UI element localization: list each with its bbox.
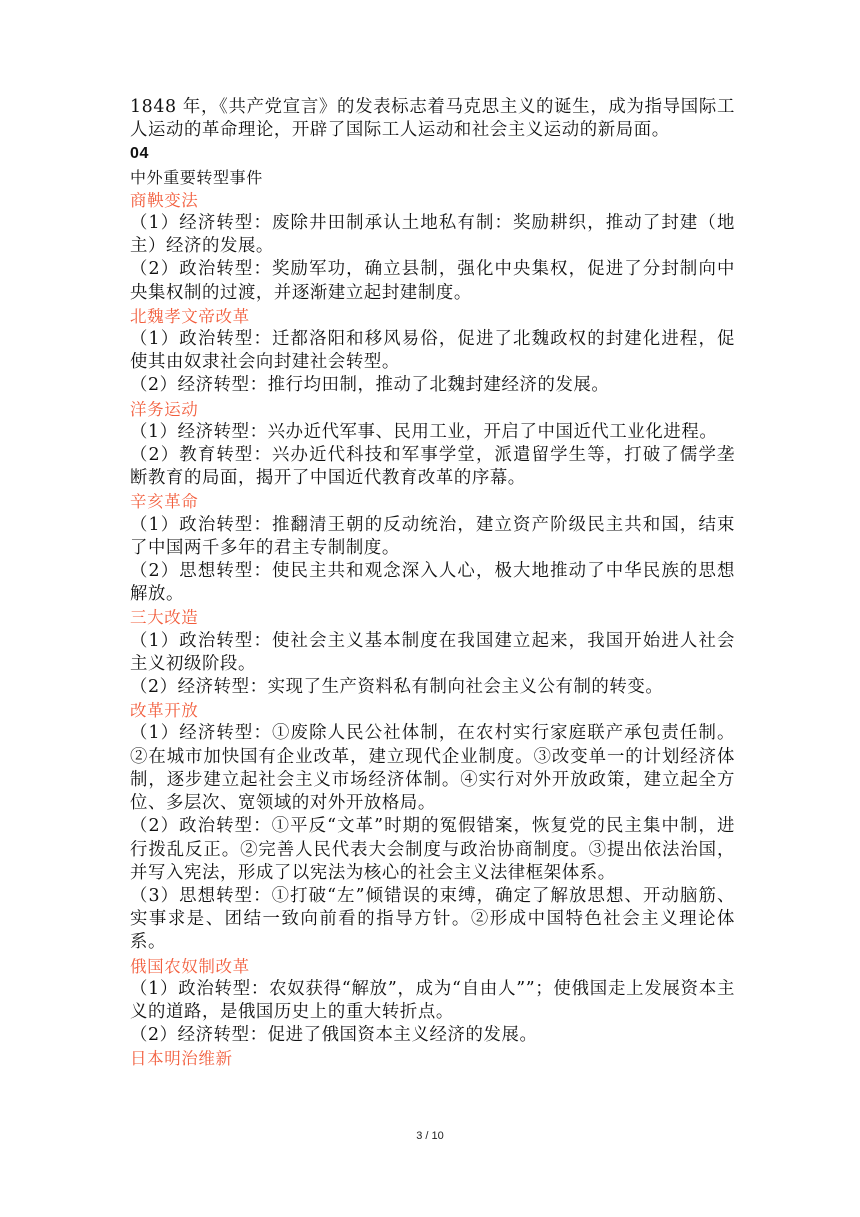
section-item: （3）思想转型：①打破“左”倾错误的束缚，确定了解放思想、开动脑筋、实事求是、团结一致向前看的指导方针。②形成中国特色社会主义理论体系。: [130, 885, 735, 953]
section-shangyang: [130, 189, 735, 305]
section-title: 改革开放: [130, 701, 199, 721]
section-item: （1）政治转型：使社会主义基本制度在我国建立起来，我国开始进人社会主义初级阶段。: [130, 630, 735, 674]
section-title: 北魏孝文帝改革: [130, 306, 250, 326]
section-xinhai: [130, 490, 735, 606]
section-sanda: [130, 606, 735, 699]
section-xiaowendi: [130, 305, 735, 398]
section-item: （1）经济转型：兴办近代军事、民用工业，开启了中国近代工业化进程。: [130, 421, 718, 442]
section-title: 商鞅变法: [130, 190, 199, 210]
section-item: （2）思想转型：使民主共和观念深入人心，极大地推动了中华民族的思想解放。: [130, 561, 735, 605]
section-item: （1）政治转型：迁都洛阳和移风易俗，促进了北魏政权的封建化进程，促使其由奴隶社会向封建社会转型。: [130, 329, 735, 373]
section-gaige: [130, 699, 735, 954]
intro-paragraph: 1848 年，《共产党宣言》的发表标志着马克思主义的诞生，成为指导国际工人运动的革命理论，开辟了国际工人运动和社会主义运动的新局面。: [130, 97, 735, 141]
section-item: （2）经济转型：实现了生产资料私有制向社会主义公有制的转变。: [130, 677, 664, 698]
section-item: （2）政治转型：奖励军功，确立县制，强化中央集权，促进了分封制向中央集权制的过渡，并逐渐建立起封建制度。: [130, 259, 735, 303]
section-item: （1）经济转型：①废除人民公社体制，在农村实行家庭联产承包责任制。②在城市加快国有企业改革，建立现代企业制度。③改变单一的计划经济体制，逐步建立起社会主义市场经济体制。④实行对外开放政策，建立起全方位、多层次、宽领域的对外开放格局。: [130, 723, 735, 814]
section-item: （1）政治转型：农奴获得“解放”，成为“自由人””；使俄国走上发展资本主义的道路，是俄国历史上的重大转折点。: [130, 978, 735, 1022]
section-item: （2）经济转型：促进了俄国资本主义经济的发展。: [130, 1025, 538, 1046]
section-title: 洋务运动: [130, 399, 199, 419]
section-title: 俄国农奴制改革: [130, 956, 250, 976]
section-item: （2）经济转型：推行均田制，推动了北魏封建经济的发展。: [130, 375, 610, 396]
section-title: 日本明治维新: [130, 1049, 233, 1069]
section-item: （1）政治转型：推翻清王朝的反动统治，建立资产阶级民主共和国，结束了中国两千多年的君主专制制度。: [130, 514, 735, 558]
section-item: （2）政治转型：①平反“文革”时期的冤假错案，恢复党的民主集中制，进行拨乱反正。②完善人民代表大会制度与政治协商制度。③提出依法治国，并写入宪法，形成了以宪法为核心的社会主义法律框架体系。: [130, 816, 735, 883]
section-number: 04: [130, 145, 149, 163]
section-meiji: [130, 1047, 735, 1070]
section-title: 辛亥革命: [130, 492, 199, 512]
section-item: （2）教育转型：兴办近代科技和军事学堂，派遣留学生等，打破了儒学垄断教育的局面，揭开了中国近代教育改革的序幕。: [130, 445, 735, 489]
section-title: 三大改造: [130, 608, 199, 628]
document-body: [130, 96, 735, 1071]
section-item: （1）经济转型：废除井田制承认土地私有制：奖励耕织，推动了封建（地主）经济的发展。: [130, 213, 735, 257]
section-heading: 中外重要转型事件: [130, 167, 263, 187]
page-number: 3 / 10: [416, 1130, 444, 1142]
section-russia: [130, 955, 735, 1048]
section-yangwu: [130, 398, 735, 491]
